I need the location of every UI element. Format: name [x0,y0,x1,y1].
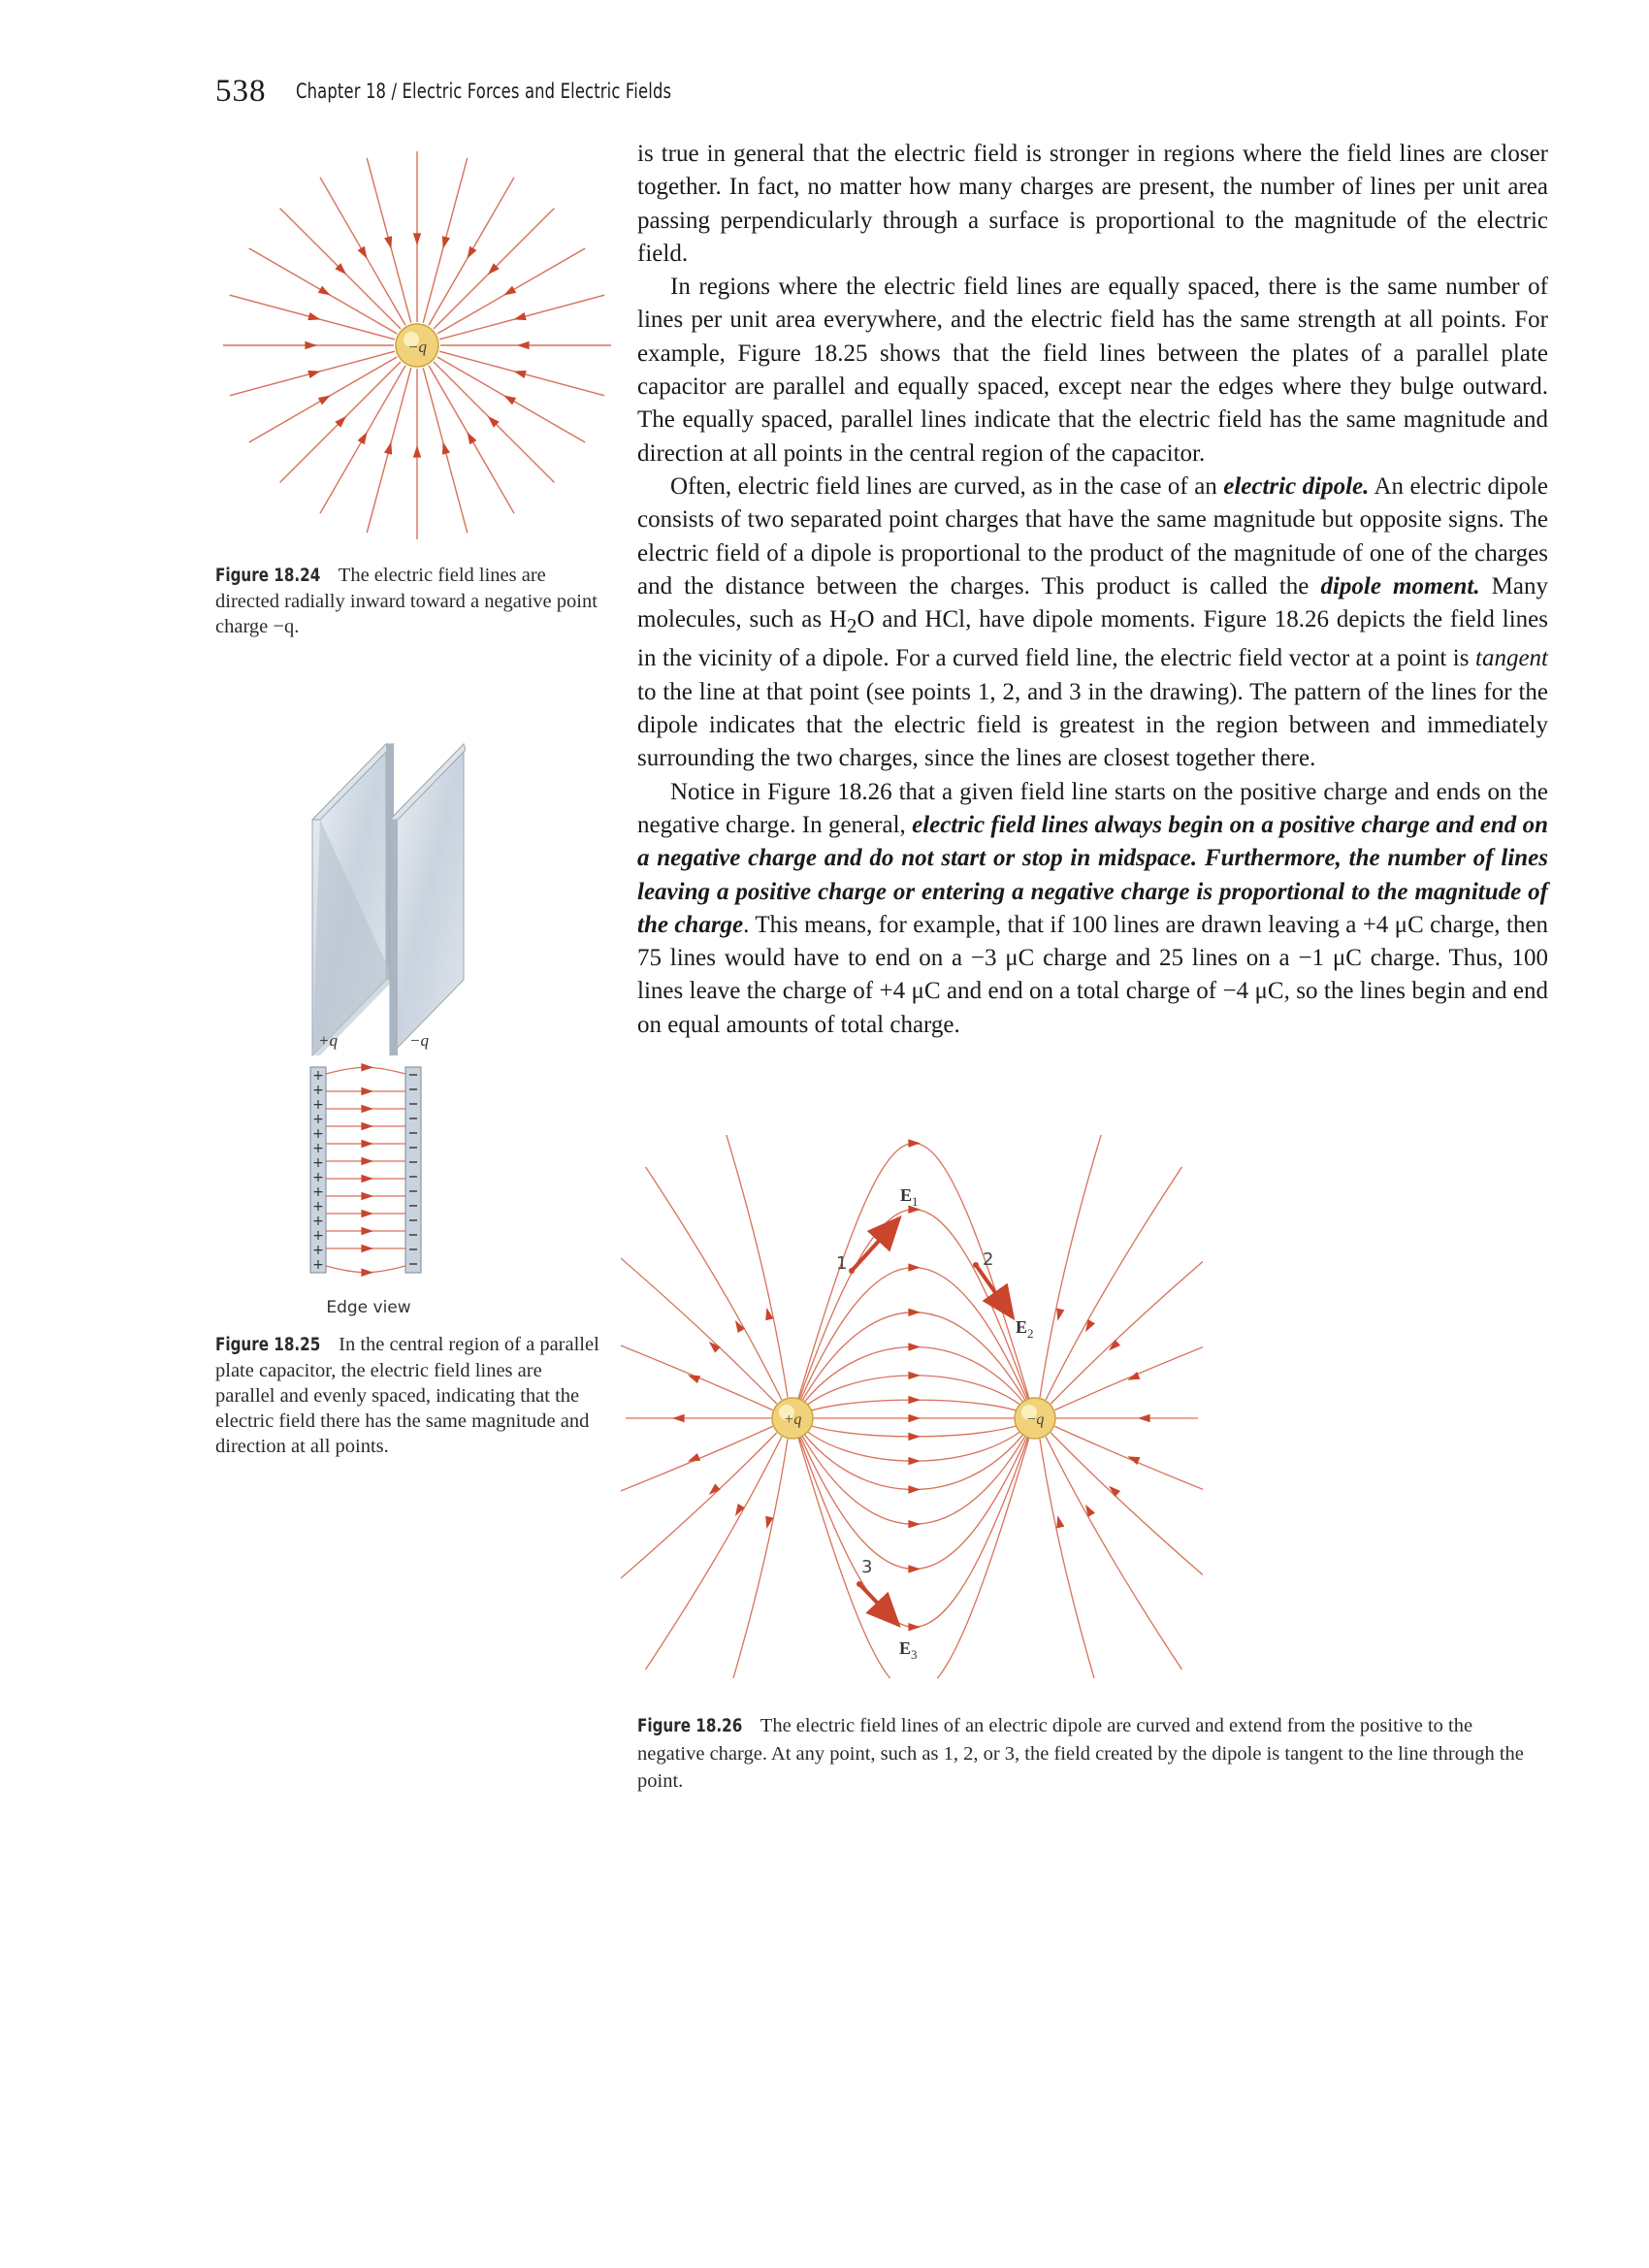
dipole-field-line [792,1268,1035,1418]
dipole-field-line [792,1418,1035,1490]
field-line-arrow [908,1623,921,1631]
field-vector-e2 [976,1265,1013,1317]
field-line-arrow [908,1520,921,1528]
plus-sign: + [312,1126,324,1142]
outer-field-line [1040,1135,1101,1398]
field-line-arrow [307,312,320,320]
field-line-arrow [1127,1456,1140,1465]
field-line-arrow [361,1269,373,1277]
figure-18-24 [213,144,621,561]
point-1-label: 1 [836,1253,848,1274]
caption-text: The electric field lines are directed radially inward toward a negative point charge −q. [215,565,598,637]
outer-field-line [621,1426,773,1529]
figure-18-25-caption [215,1332,601,1459]
field-line-arrow [517,341,530,349]
field-line-arrow [908,1139,921,1147]
field-line-arrow [1056,1308,1064,1320]
p3-text-a: Often, electric field lines are curved, as in the case of an [670,472,1224,500]
dipole-field-line [792,1347,1035,1419]
point-2-dot [973,1262,979,1268]
outer-field-line [1051,1221,1203,1404]
dipole-field-line [792,1376,1035,1418]
field-line-arrow [908,1372,921,1379]
outer-field-line [727,1135,788,1398]
term-dipole-moment: dipole moment. [1320,572,1480,599]
field-line-arrow [908,1565,921,1572]
minus-label: −q [409,1031,429,1050]
field-line-arrow [442,441,450,454]
positive-charge-label: +q [783,1411,802,1428]
outer-field-line [1040,1439,1101,1678]
dipole-field-line [792,1400,1035,1418]
point-1-dot [849,1268,855,1274]
p3-text-d: O and HCl, have dipole moments. Figure 18.26 depicts the field lines in the vicinity of a dipole. For a curved field line, the electric field vector at a point is [637,606,1548,672]
field-line-arrow [318,396,331,405]
dipole-field-line [792,1312,1035,1418]
field-line-arrow [305,341,317,349]
vector-e3-letter: E [899,1638,912,1658]
caption-text: The electric field lines of an electric dipole are curved and extend from the positive to the negative charge. At any point, such as 1, 2, or 3, the field created by the dipole is tangent to the line through the point. [637,1715,1524,1792]
field-vector-e1 [852,1218,899,1271]
field-line-arrow [361,1087,373,1095]
field-line-arrow [908,1263,921,1271]
vector-e3-label [899,1638,918,1662]
paragraph-2: In regions where the electric field lines are equally spaced, there is the same number of lines per unit area everywhere, and the electric field has the same strength at all points. For example, Figure 18.25 shows that the field lines between the plates of a parallel plate capacitor are parallel and equally spaced, except near the edges where they bulge outward. The equally spaced, parallel lines indicate that the electric field has the same magnitude and direction at all points in the central region of the capacitor. [637,274,1548,467]
plus-sign: + [312,1112,324,1127]
charge-label: −q [407,338,427,356]
plus-sign: + [312,1199,324,1215]
caption-text: In the central region of a parallel plate capacitor, the electric field lines are parallel and evenly spaced, indicating that the electric field there has the same magnitude and direction at all points. [215,1334,599,1457]
paragraph-4 [637,776,1548,1042]
field-line-arrow [908,1414,921,1422]
field-line-arrow [361,1210,373,1217]
field-line-arrow [908,1343,921,1350]
paragraph-3 [637,470,1548,776]
field-line-arrow [468,246,477,259]
p3-text-c: Many molecules, such as H [637,572,1548,633]
capacitor-field-lines [326,1063,405,1277]
dipole-field-line [792,1418,1035,1437]
field-line-arrow [413,445,421,458]
field-vector-e3 [859,1584,898,1625]
edge-view-label: Edge view [326,1298,411,1317]
field-line-arrow [361,1227,373,1235]
outer-field-line [646,1437,782,1669]
plus-sign: + [312,1068,324,1084]
p4-text-b: . This means, for example, that if 100 lines are drawn leaving a +4 μC charge, then 75 lines would have to end on a −3 μC charge and 25 lines on a −1 μC charge. Thus, 100 lines leave the charge of +4 μC and end on a total charge of −4 μC, so the lines begin and end on equal amounts of total charge. [637,911,1548,1038]
outer-field-line [1046,1167,1181,1400]
caption-label: Figure 18.25 [215,1335,321,1355]
field-line-arrow [503,396,516,405]
p3-text-e: to the line at that point (see points 1, 2, and 3 in the drawing). The pattern of the lines for the dipole indicates that the electric field is greatest in the region between and immediately surrounding the two charges, since the lines are closest together there. [637,678,1548,772]
field-line-arrow [688,1453,700,1462]
field-line-arrow [688,1375,700,1383]
plus-sign: + [312,1170,324,1185]
plus-sign: + [312,1257,324,1273]
plus-sign: + [312,1155,324,1171]
field-line-arrow [908,1309,921,1316]
field-line-arrow [1127,1372,1140,1380]
field-line-arrow [361,1192,373,1200]
dipole-field-line [792,1418,1035,1524]
plus-sign: + [312,1214,324,1229]
field-line-arrow [908,1433,921,1441]
p3-text-b: An electric dipole consists of two separated point charges that have the same magnitude but opposite signs. The electric field of a dipole is proportional to the product of the magnitude of one of the charges and the distance between the charges. This product is called the [637,472,1548,599]
outer-field-line [727,1439,788,1678]
field-line-arrow [384,236,392,248]
vector-e3-sub: 3 [911,1647,918,1662]
edge-view-negative-plate [405,1067,421,1273]
point-3-dot [857,1581,862,1587]
point-2-label: 2 [983,1249,994,1270]
plate-signs [312,1068,417,1273]
plate-side [390,820,398,1055]
field-line-arrow [513,371,526,378]
plus-sign: + [312,1184,324,1200]
vector-e1-sub: 1 [912,1194,919,1209]
caption-label: Figure 18.24 [215,566,321,586]
dipole-field-line [792,1418,1035,1569]
figure-18-26 [621,1135,1203,1678]
outer-field-line [1054,1308,1203,1410]
field-line-arrow [672,1414,685,1422]
vector-e2-sub: 2 [1027,1326,1034,1341]
field-line-arrow [318,286,331,296]
field-line-arrow [361,1175,373,1183]
vector-e2-letter: E [1016,1317,1028,1337]
outer-field-line [1054,1426,1203,1529]
plus-sign: + [312,1228,324,1244]
field-line-arrow [358,246,368,259]
field-line-arrow [468,432,477,444]
outer-field-line [646,1167,782,1400]
point-3-label: 3 [861,1557,873,1577]
field-line-arrow [307,371,320,378]
outer-field-line [1046,1437,1181,1669]
field-line-arrow [358,432,368,444]
vector-e1-label [900,1185,919,1209]
p3-subscript: 2 [847,614,857,638]
plus-sign: + [312,1083,324,1098]
field-line-arrow [361,1063,373,1071]
term-tangent: tangent [1475,645,1548,672]
running-head: Chapter 18 / Electric Forces and Electric Fields [296,80,672,103]
field-line-arrow [908,1485,921,1493]
field-line-arrow [361,1157,373,1165]
field-line-arrow [908,1396,921,1404]
dipole-field-line [792,1418,1035,1678]
dipole-field-lines [621,1135,1203,1678]
p4-text-a: Notice in Figure 18.26 that a given field line starts on the positive charge and ends on the negative charge. In general, [637,778,1548,838]
field-line-rule: electric field lines always begin on a positive charge and end on a negative charge and do not start or stop in midspace. Furthermore, the number of lines leaving a positive charge or entering a negative charge is proportional to the magnitude of the charge [637,811,1549,938]
outer-field-line [621,1308,773,1410]
figure-18-24-caption [215,563,598,639]
caption-label: Figure 18.26 [637,1716,743,1736]
field-line-arrow [361,1122,373,1130]
term-electric-dipole: electric dipole. [1223,472,1370,500]
field-line-arrow [413,233,421,245]
field-line-arrow [442,236,450,248]
field-line-arrow [361,1245,373,1252]
plus-sign: + [312,1243,324,1258]
field-line-arrow [1138,1414,1150,1422]
figure-18-26-caption [637,1712,1544,1795]
negative-charge-label: −q [1025,1411,1045,1428]
body-text [637,138,1548,1042]
vector-e2-label [1016,1317,1034,1341]
plus-sign: + [312,1141,324,1156]
outer-field-line [1051,1433,1203,1615]
dipole-field-line [792,1418,1035,1461]
field-line-arrow [1056,1515,1064,1528]
paragraph-1: is true in general that the electric field is stronger in regions where the field lines are closer together. In fact, no matter how many charges are present, the number of lines per unit area passing perpendicularly through a surface is proportional to the magnitude of the electric field. [637,141,1548,267]
vector-e1-letter: E [900,1185,913,1205]
field-line-arrow [908,1457,921,1465]
page-number: 538 [215,74,267,109]
field-line-arrow [503,286,516,296]
field-line-arrow [384,441,392,454]
field-line-arrow [513,312,526,320]
figure-18-25 [291,732,466,1329]
plus-sign: + [312,1097,324,1113]
field-line-arrow [361,1105,373,1113]
field-line-arrow [361,1140,373,1148]
negative-plate [390,744,464,1055]
plus-label: +q [318,1031,338,1050]
